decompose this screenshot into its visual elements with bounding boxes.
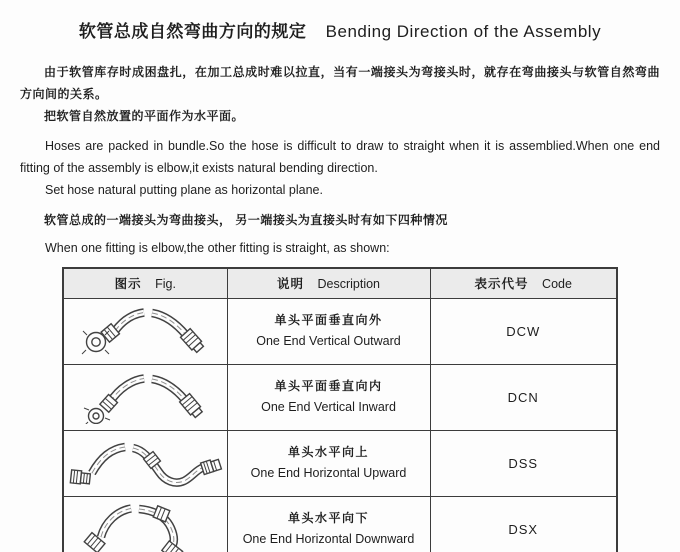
- paragraph-en-1: Hoses are packed in bundle.So the hose is difficult to draw to straight when it is assemblied.When one end fitting of the assembly is elbow,it exists natural bending direction.: [20, 139, 660, 175]
- figure-cell-dcn: [63, 364, 227, 430]
- intro-text: [20, 61, 660, 259]
- hose-figure-vertical-inward-icon: [65, 366, 225, 424]
- description-cell-dsx: [227, 496, 430, 552]
- figure-cell-dss: [63, 430, 227, 496]
- code-cell-dsx: DSX: [430, 496, 617, 552]
- figure-cell-dcw: [63, 298, 227, 364]
- description-cell-dss: [227, 430, 430, 496]
- column-header-fig: [63, 268, 227, 298]
- description-en: One End Horizontal Downward: [242, 532, 415, 546]
- table-row-dsx: [63, 496, 617, 552]
- header-code-en: Code: [542, 277, 572, 292]
- table-header-row: [63, 268, 617, 298]
- page-title-zh: 软管总成自然弯曲方向的规定: [78, 22, 307, 41]
- description-zh: 单头平面垂直向外: [274, 313, 383, 327]
- paragraph-zh-2: 把软管自然放置的平面作为水平面。: [44, 109, 245, 123]
- header-description-zh: 说明: [276, 277, 304, 292]
- hose-figure-horizontal-downward-icon: [65, 498, 225, 552]
- table-row-dcw: [63, 298, 617, 364]
- description-zh: 单头水平向上: [287, 445, 369, 459]
- paragraph-zh-1: 由于软管库存时成困盘扎，在加工总成时难以拉直，当有一端接头为弯接头时，就存在弯曲接头与软管自然弯曲方向间的关系。: [20, 65, 660, 101]
- code-cell-dcn: DCN: [430, 364, 617, 430]
- page-title: [0, 0, 680, 43]
- description-zh: 单头平面垂直向内: [274, 379, 383, 393]
- table-row-dcn: [63, 364, 617, 430]
- header-code-zh: 表示代号: [474, 277, 529, 292]
- column-header-description: [227, 268, 430, 298]
- description-en: One End Horizontal Upward: [250, 466, 407, 480]
- column-header-code: [430, 268, 617, 298]
- code-cell-dss: DSS: [430, 430, 617, 496]
- header-fig-zh: 图示: [114, 277, 142, 292]
- description-zh: 单头水平向下: [287, 511, 369, 525]
- header-description-en: Description: [317, 277, 381, 292]
- hose-figure-vertical-outward-icon: [65, 300, 225, 358]
- description-en: One End Vertical Outward: [256, 334, 401, 348]
- description-en: One End Vertical Inward: [261, 400, 396, 414]
- bending-direction-table: [62, 267, 618, 552]
- description-cell-dcn: [227, 364, 430, 430]
- paragraph-zh-3: 软管总成的一端接头为弯曲接头， 另一端接头为直接头时有如下四种情况: [44, 213, 448, 227]
- paragraph-en-3: When one fitting is elbow,the other fitting is straight, as shown:: [45, 241, 390, 255]
- figure-cell-dsx: [63, 496, 227, 552]
- hose-figure-horizontal-upward-icon: [65, 432, 225, 490]
- header-fig-en: Fig.: [155, 277, 176, 292]
- paragraph-en-2: Set hose natural putting plane as horizontal plane.: [45, 183, 323, 197]
- description-cell-dcw: [227, 298, 430, 364]
- page-title-en: Bending Direction of the Assembly: [325, 22, 602, 41]
- table-row-dss: [63, 430, 617, 496]
- code-cell-dcw: DCW: [430, 298, 617, 364]
